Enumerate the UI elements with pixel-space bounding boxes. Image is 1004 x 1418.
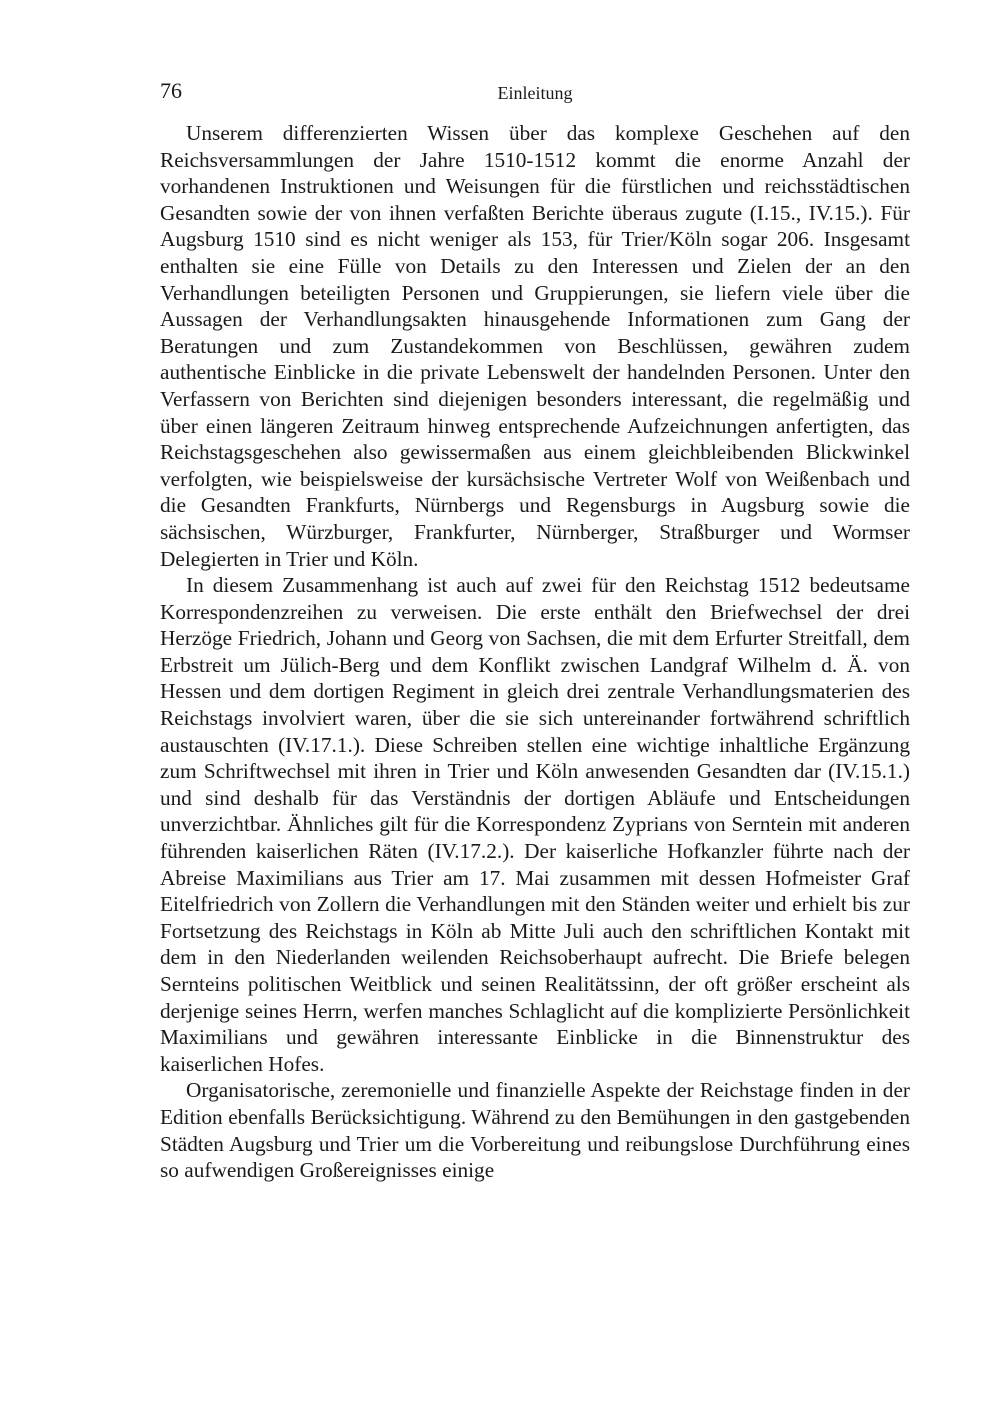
page-header	[160, 76, 910, 116]
document-page	[160, 76, 910, 1183]
running-head: Einleitung	[497, 83, 573, 103]
page-number: 76	[160, 78, 182, 103]
body-text	[160, 120, 910, 1184]
paragraph-1: Unserem differenzierten Wissen über das komplexe Geschehen auf den Reichsversammlungen der Jahre 1510-1512 kommt die enorme Anzahl der vorhandenen Instruktionen und Weisungen für die fürstlichen und reichsstädtischen Gesandten sowie der von ihnen verfaßten Berichte überaus zugute (I.15., IV.15.). Für Augsburg 1510 sind es nicht weniger als 153, für Trier/Köln sogar 206. Insgesamt enthalten sie eine Fülle von Details zu den Interessen und Zielen der an den Verhandlungen beteiligten Personen und Gruppierungen, sie liefern viele über die Aussagen der Verhandlungsakten hinausgehende Informationen zum Gang der Beratungen und zum Zustandekommen von Beschlüssen, gewähren zudem authentische Einblicke in die private Lebenswelt der handelnden Personen. Unter den Verfassern von Berichten sind diejenigen besonders interessant, die regelmäßig und über einen längeren Zeitraum hinweg entsprechende Aufzeichnungen anfertigten, das Reichstagsgeschehen also gewissermaßen aus einem gleichbleibenden Blickwinkel verfolgten, wie beispielsweise der kursächsische Vertreter Wolf von Weißenbach und die Gesandten Frankfurts, Nürnbergs und Regensburgs in Augsburg sowie die sächsischen, Würzburger, Frankfurter, Nürnberger, Straßburger und Wormser Delegierten in Trier und Köln.	[160, 121, 910, 571]
paragraph-2: In diesem Zusammenhang ist auch auf zwei für den Reichstag 1512 bedeutsame Korrespondenzreihen zu verweisen. Die erste enthält den Briefwechsel der drei Herzöge Friedrich, Johann und Georg von Sachsen, die mit dem Erfurter Streitfall, dem Erbstreit um Jülich-Berg und dem Konflikt zwischen Landgraf Wilhelm d. Ä. von Hessen und dem dortigen Regiment in gleich drei zentrale Verhandlungsmaterien des Reichstags involviert waren, über die sie sich untereinander fortwährend schriftlich austauschten (IV.17.1.). Diese Schreiben stellen eine wichtige inhaltliche Ergänzung zum Schriftwechsel mit ihren in Trier und Köln anwesenden Gesandten dar (IV.15.1.) und sind deshalb für das Verständnis der dortigen Abläufe und Entscheidungen unverzichtbar. Ähnliches gilt für die Korrespondenz Zyprians von Serntein mit anderen führenden kaiserlichen Räten (IV.17.2.). Der kaiserliche Hofkanzler führte nach der Abreise Maximilians aus Trier am 17. Mai zusammen mit dessen Hofmeister Graf Eitelfriedrich von Zollern die Verhandlungen mit den Ständen weiter und erhielt bis zur Fortsetzung des Reichstags in Köln ab Mitte Juli auch den schriftlichen Kontakt mit dem in den Niederlanden weilenden Reichsoberhaupt aufrecht. Die Briefe belegen Sernteins politischen Weitblick und seinen Realitätssinn, der oft größer erscheint als derjenige seines Herrn, werfen manches Schlaglicht auf die komplizierte Persönlichkeit Maximilians und gewähren interessante Einblicke in die Binnenstruktur des kaiserlichen Hofes.	[160, 573, 910, 1076]
paragraph-3: Organisatorische, zeremonielle und finanzielle Aspekte der Reichstage finden in der Edition ebenfalls Berücksichtigung. Während zu den Bemühungen in den gastgebenden Städten Augsburg und Trier um die Vorbereitung und reibungslose Durchführung eines so aufwendigen Großereignisses einige	[160, 1078, 910, 1183]
